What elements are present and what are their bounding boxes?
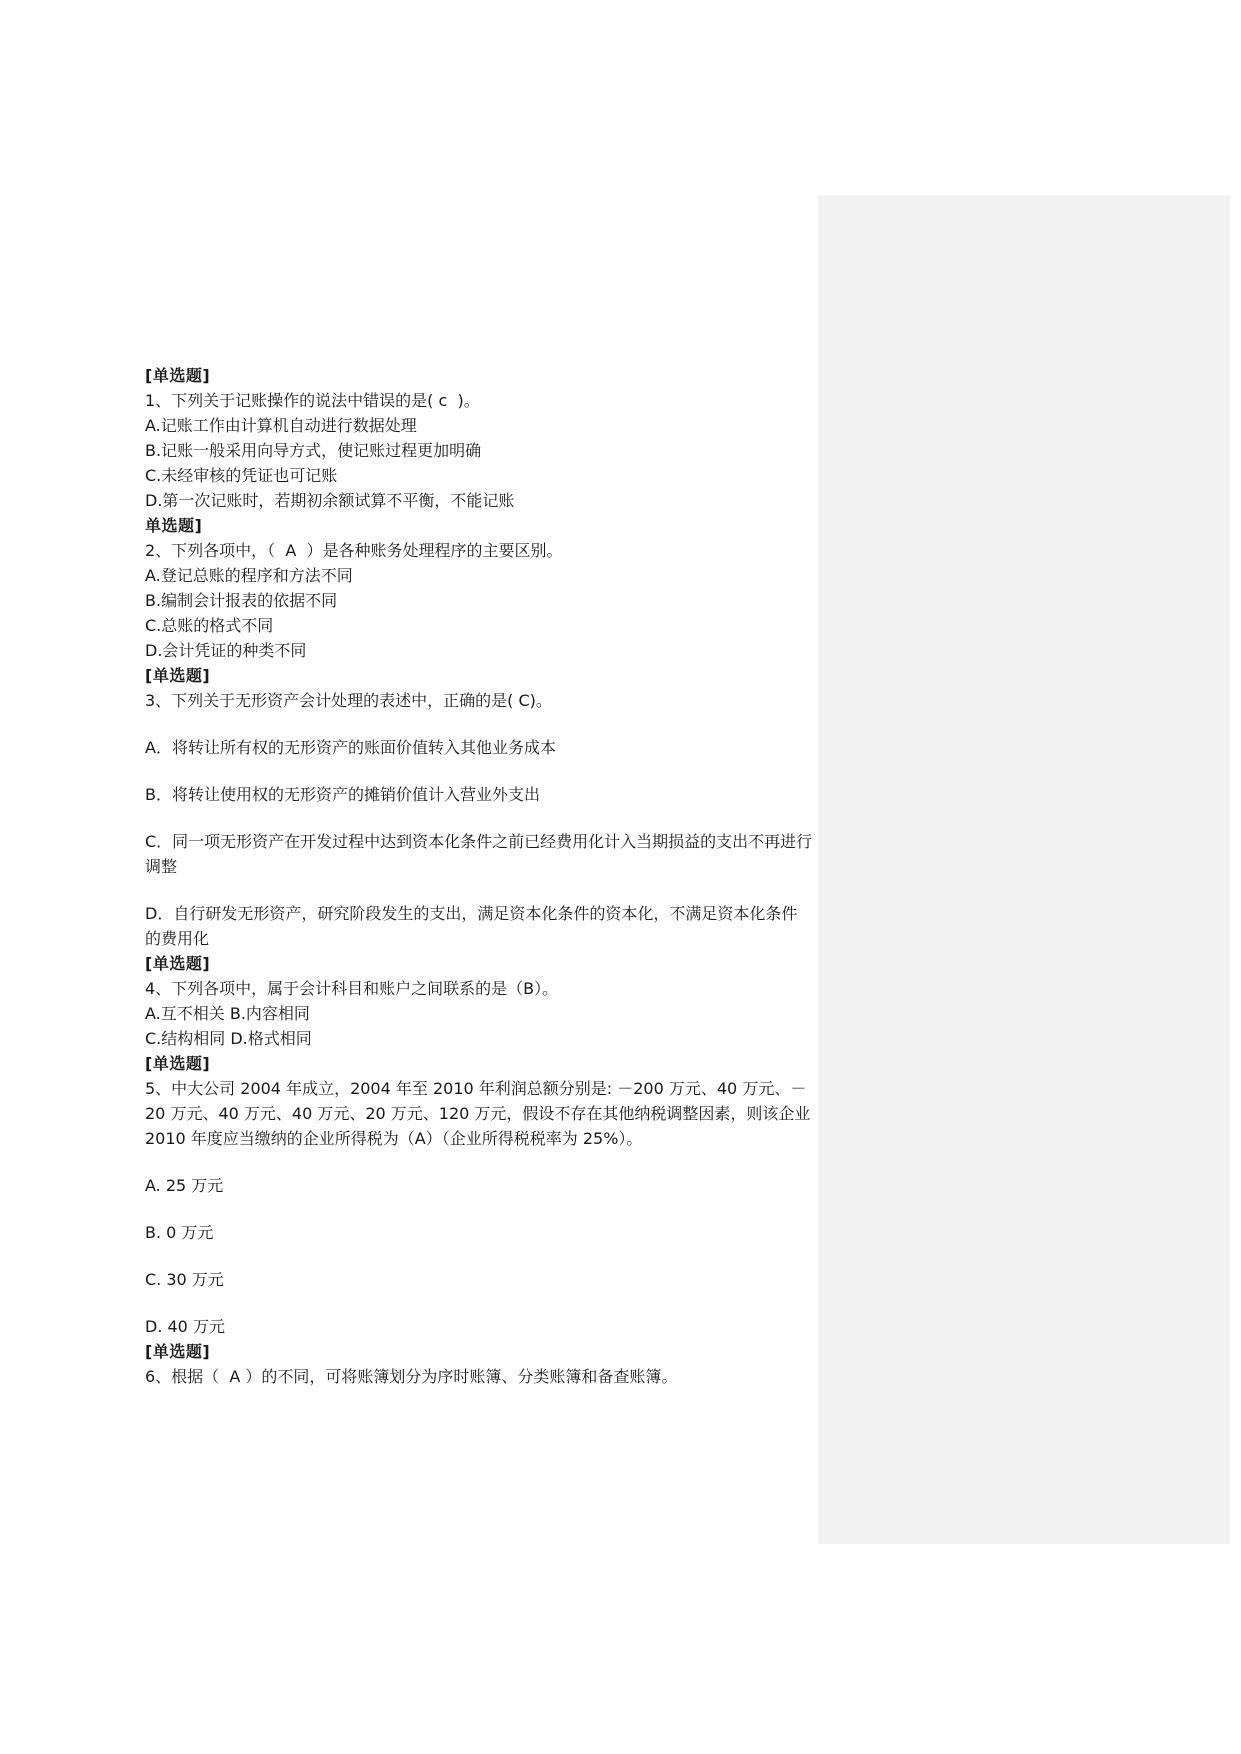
question-stem: 1、下列关于记账操作的说法中错误的是( c )。 bbox=[145, 391, 480, 410]
document-body bbox=[145, 363, 813, 1389]
option-b: B．将转让使用权的无形资产的摊销价值计入营业外支出 bbox=[145, 785, 540, 804]
option-a-b: A.互不相关 B.内容相同 bbox=[145, 1004, 310, 1023]
option-a: A.记账工作由计算机自动进行数据处理 bbox=[145, 416, 417, 435]
question-type-heading: [单选题] bbox=[145, 666, 211, 685]
question-stem: 5、中大公司 2004 年成立，2004 年至 2010 年利润总额分别是: －200 万元、40 万元、－20 万元、40 万元、40 万元、20 万元、120 万元，假设不存在其他纳税调整因素，则该企业 2010 年度应当缴纳的企业所得税为（A）（企业所得税税率为 25%）。 bbox=[145, 1079, 811, 1148]
question-type-heading: [单选题] bbox=[145, 366, 211, 385]
question-2 bbox=[145, 513, 813, 663]
question-3 bbox=[145, 663, 813, 951]
question-6 bbox=[145, 1339, 813, 1389]
option-a: A．将转让所有权的无形资产的账面价值转入其他业务成本 bbox=[145, 738, 556, 757]
question-1 bbox=[145, 363, 813, 513]
question-type-heading: [单选题] bbox=[145, 1054, 211, 1073]
option-b: B. 0 万元 bbox=[145, 1223, 214, 1242]
option-d: D.第一次记账时，若期初余额试算不平衡，不能记账 bbox=[145, 491, 515, 510]
option-a: A. 25 万元 bbox=[145, 1176, 224, 1195]
option-a: A.登记总账的程序和方法不同 bbox=[145, 566, 353, 585]
question-4 bbox=[145, 951, 813, 1051]
question-type-heading: [单选题] bbox=[145, 954, 211, 973]
comment-margin-panel bbox=[818, 195, 1230, 1544]
question-stem: 4、下列各项中，属于会计科目和账户之间联系的是（B）。 bbox=[145, 979, 559, 998]
option-c: C.未经审核的凭证也可记账 bbox=[145, 466, 338, 485]
option-d: D．自行研发无形资产，研究阶段发生的支出，满足资本化条件的资本化，不满足资本化条件的费用化 bbox=[145, 904, 798, 948]
option-c-d: C.结构相同 D.格式相同 bbox=[145, 1029, 312, 1048]
option-b: B.记账一般采用向导方式，使记账过程更加明确 bbox=[145, 441, 482, 460]
option-d: D. 40 万元 bbox=[145, 1317, 225, 1336]
option-b: B.编制会计报表的依据不同 bbox=[145, 591, 338, 610]
question-stem: 2、下列各项中，（ A ）是各种账务处理程序的主要区别。 bbox=[145, 541, 563, 560]
question-stem: 6、根据（ A ）的不同，可将账簿划分为序时账簿、分类账簿和备查账簿。 bbox=[145, 1367, 678, 1386]
question-type-heading: 单选题] bbox=[145, 516, 203, 535]
option-c: C．同一项无形资产在开发过程中达到资本化条件之前已经费用化计入当期损益的支出不再进行调整 bbox=[145, 832, 813, 876]
question-type-heading: [单选题] bbox=[145, 1342, 211, 1361]
question-stem: 3、下列关于无形资产会计处理的表述中，正确的是( C)。 bbox=[145, 691, 552, 710]
option-c: C.总账的格式不同 bbox=[145, 616, 274, 635]
question-5 bbox=[145, 1051, 813, 1339]
option-c: C. 30 万元 bbox=[145, 1270, 224, 1289]
option-d: D.会计凭证的种类不同 bbox=[145, 641, 307, 660]
